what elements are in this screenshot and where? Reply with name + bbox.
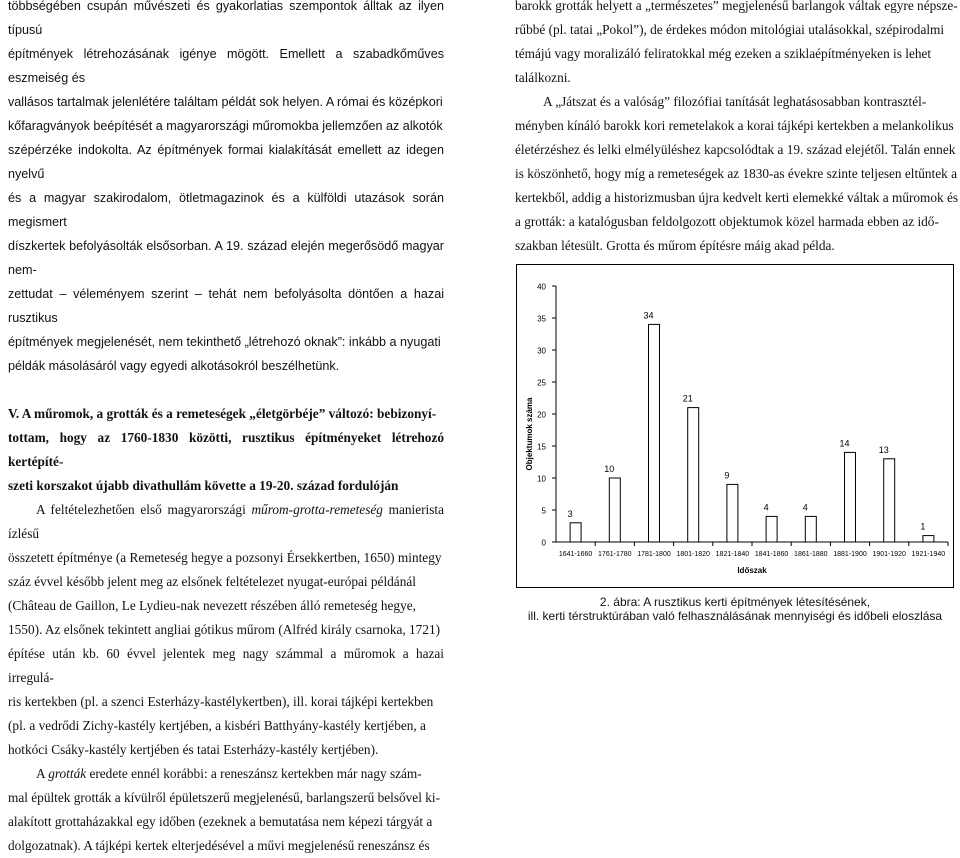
data-label: 9: [724, 470, 730, 481]
text-line: ris kertekben (pl. a szenci Esterházy-kastélykertben), ill. korai tájképi kertekben: [8, 694, 434, 709]
text-line: mal épültek grották a kívülről épületszerű megjelenésű, barlangszerű belsővel ki-: [8, 790, 440, 805]
bar: [766, 516, 777, 542]
paragraph-caves: [515, 0, 960, 90]
text-line: barokk grották helyett a „természetes” megjelenésű barlangok váltak egyre népsze-: [515, 0, 958, 13]
data-label: 21: [682, 393, 693, 404]
x-tick-label: 1921-1940: [911, 551, 946, 558]
text-line: szépérzéke indokolta. Az építmények formai kialakítását emellett az idegen nyelvű: [8, 143, 444, 181]
text-line: A feltételezhetően első magyarországi műrom-grotta-remeteség manierista ízlésű: [8, 502, 444, 541]
right-column: [515, 0, 960, 258]
text-line: építése után kb. 60 évvel jelentek meg nagy számmal a műromok a hazai irregulá-: [8, 646, 444, 685]
paragraph-ruins: [8, 498, 444, 762]
y-tick-label: 0: [541, 538, 546, 548]
data-label: 4: [802, 502, 808, 513]
figure-caption-line: 2. ábra: A rusztikus kerti építmények létesítésének,: [599, 595, 871, 609]
text-line: 1550). Az elsőnek tekintett angliai gótikus műrom (Alfréd király csarnoka, 1721): [8, 622, 441, 637]
text-line: A „Játszat és a valóság” filozófiai tanítását leghatásosabban kontrasztél-: [543, 94, 927, 109]
text-line: szakban létesült. Grotta és műrom építésre máig akad példa.: [515, 238, 835, 253]
text-line: hotkóci Csáky-kastély kertjében és tatai Esterházy-kastély kertjében).: [8, 742, 379, 757]
x-tick-label: 1861-1880: [794, 551, 828, 558]
y-axis-title: Objektumok száma: [525, 397, 534, 471]
heading-line: szeti korszakot újabb divathullám követte a 19-20. század fordulóján: [8, 478, 399, 493]
x-axis-title: Időszak: [737, 566, 767, 575]
data-label: 34: [643, 310, 654, 321]
text-line: többségében csupán művészeti és gyakorlatias szempontok álltak az ilyen típusú: [8, 0, 444, 37]
heading-line: tottam, hogy az 1760-1830 közötti, rusztikus építményeket létrehozó kertépíté-: [8, 430, 444, 469]
bar: [805, 516, 816, 542]
y-tick-label: 40: [537, 282, 546, 292]
text-line: vallásos tartalmak jelenlétére találtam példát sok helyen. A római és középkori: [8, 95, 443, 109]
text-line: építmények megjelenését, nem tekinthető „létrehozó oknak”: inkább a nyugati: [8, 335, 441, 349]
text-line: kertekből, addig a historizmusban újra kedvelt kerti elemekké váltak a műromok és: [515, 190, 959, 205]
text-line: a grották: a katalógusban feldolgozott objektumok közel harmada ebben az idő-: [515, 214, 939, 229]
text-line: (Château de Gaillon, Le Lydieu-nak nevezett részében álló remeteség hegye,: [8, 598, 416, 613]
bar: [609, 478, 620, 542]
x-tick-label: 1761-1780: [598, 551, 632, 558]
data-label: 4: [763, 502, 769, 513]
data-label: 3: [567, 508, 573, 519]
y-tick-label: 10: [537, 474, 546, 484]
text-line: építmények létrehozásának igénye mögött. Emellett a szabadkőműves eszmeiség és: [8, 47, 444, 85]
y-tick-label: 15: [537, 442, 546, 452]
data-label: 1: [920, 521, 926, 532]
data-label: 13: [878, 444, 889, 455]
text-line: ményben kínáló barokk kori remetelakok a korai tájképi kertekben a melankolikus: [515, 118, 954, 133]
bar: [727, 484, 738, 542]
y-tick-label: 35: [537, 314, 546, 324]
text-line: dolgozatnak). A tájképi kertek elterjedésével a művi megjelenésű reneszánsz és: [8, 838, 430, 853]
paragraph-summary: [8, 0, 444, 378]
bar: [845, 452, 856, 542]
bar: [688, 408, 699, 542]
x-tick-label: 1841-1860: [754, 551, 789, 558]
y-tick-label: 25: [537, 378, 546, 388]
x-tick-label: 1881-1900: [833, 551, 867, 558]
chart-svg: [516, 264, 954, 588]
text-line: (pl. a vedrődi Zichy-kastély kertjében, a kisbéri Batthyány-kastély kertjében, a: [8, 718, 426, 733]
text-line: összetett építménye (a Remeteség hegye a pozsonyi Érsekkertben, 1650) mintegy: [8, 550, 442, 565]
text-line: is köszönhető, hogy míg a remeteségek az 1830-as évekre szinte teljesen eltűntek a: [515, 166, 957, 181]
left-column: [8, 0, 444, 858]
bar: [923, 536, 934, 542]
x-tick-label: 1781-1800: [637, 551, 671, 558]
paragraph-hermitages: [515, 90, 960, 258]
bar-chart: [516, 264, 954, 588]
x-tick-label: 1901-1920: [872, 551, 906, 558]
figure-caption-line: ill. kerti térstruktúrában való felhasználásának mennyiségi és időbeli eloszlása: [527, 609, 943, 623]
data-label: 10: [604, 464, 615, 474]
bar: [570, 523, 581, 542]
x-tick-label: 1641-1660: [558, 551, 593, 558]
data-label: 14: [839, 438, 850, 449]
y-tick-label: 20: [537, 410, 546, 420]
x-tick-label: 1821-1840: [715, 551, 750, 558]
bar: [649, 324, 660, 542]
text-line: és a magyar szakirodalom, ötletmagazinok és a külföldi utazások során megismert: [8, 191, 444, 229]
text-line: életérzéshez és lelki elmélyüléshez kapcsolódtak a 19. század elejétől. Talán ennek: [515, 142, 956, 157]
y-tick-label: 5: [541, 506, 546, 516]
heading-line: V. A műromok, a grották és a remeteségek „életgörbéje” változó: bebizonyí-: [8, 406, 437, 421]
y-tick-label: 30: [537, 346, 546, 356]
text-line: példák másolásáról vagy egyedi alkotásokról beszélhetünk.: [8, 359, 340, 373]
text-line: A grották eredete ennél korábbi: a reneszánsz kertekben már nagy szám-: [36, 766, 422, 781]
text-line: alakított grottaházakkal egy időben (ezeknek a bemutatása nem képezi tárgyát a: [8, 814, 433, 829]
paragraph-grottoes: [8, 762, 444, 858]
thesis-heading: [8, 402, 444, 498]
text-line: találkozni.: [515, 70, 571, 85]
text-line: témájú vagy moralizáló feliratokkal még ezeken a sziklaépítményeken is lehet: [515, 46, 932, 61]
text-line: díszkertek befolyásolták elsősorban. A 19. század elején megerősödő magyar nem-: [8, 239, 444, 277]
text-line: rűbbé (pl. tatai „Pokol”), de érdekes módon mitológiai utalásokkal, szépirodalmi: [515, 22, 945, 37]
text-line: száz évvel később jelent meg az elsőnek feltételezet nyugat-európai példánál: [8, 574, 416, 589]
text-line: zettudat – véleményem szerint – tehát nem befolyásolta döntően a hazai rusztikus: [8, 287, 444, 325]
bar: [884, 459, 895, 542]
x-tick-label: 1801-1820: [676, 551, 710, 558]
text-line: kőfaragványok beépítését a magyarországi műromokba jellemzően az alkotók: [8, 119, 443, 133]
